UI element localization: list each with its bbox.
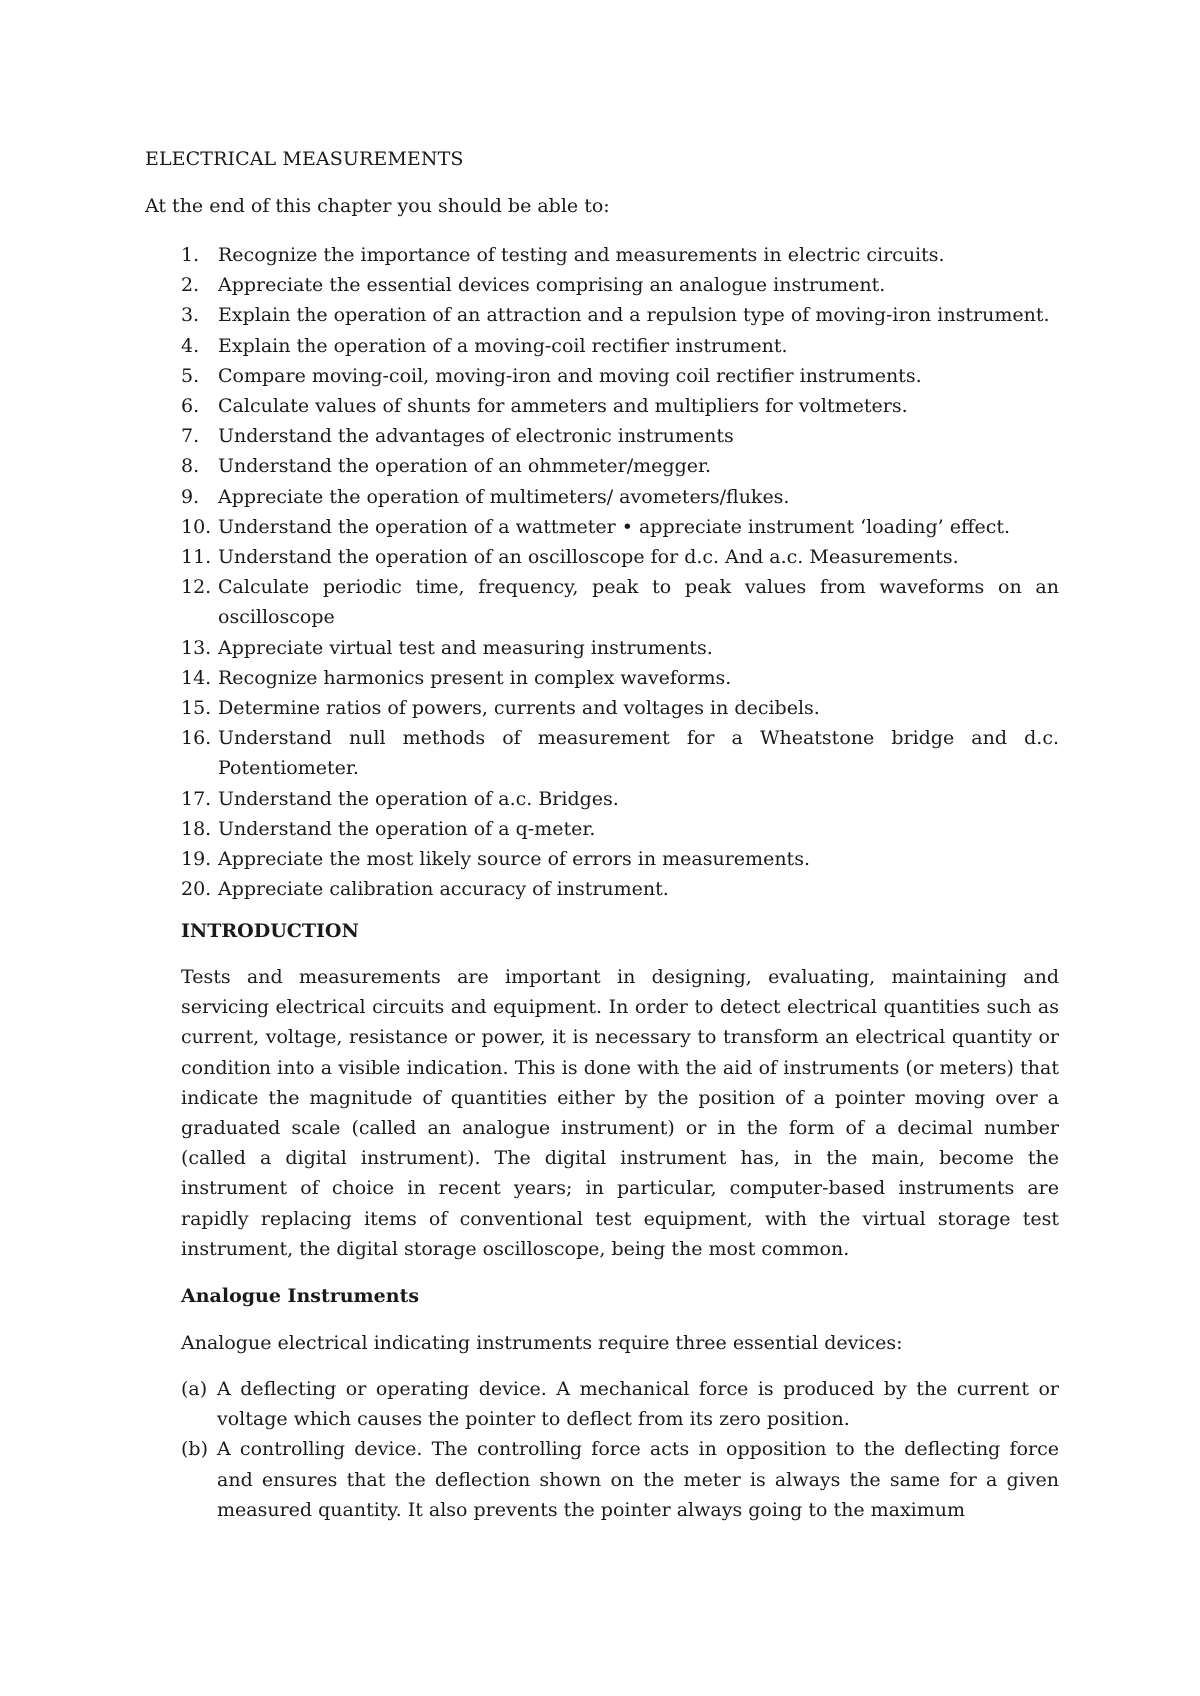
- list-item-number: 10.: [181, 515, 212, 538]
- list-item: [181, 693, 1059, 723]
- list-item: [181, 874, 1059, 904]
- list-item-number: 16.: [181, 727, 212, 750]
- list-item-text: Determine ratios of powers, currents and voltages in decibels.: [218, 697, 820, 720]
- list-item-text: Understand the operation of an oscilloscope for d.c. And a.c. Measurements.: [218, 546, 959, 569]
- list-item-text: Appreciate the operation of multimeters/ avometers/flukes.: [218, 485, 790, 508]
- introduction-heading: INTRODUCTION: [181, 920, 359, 942]
- list-item-text: Understand the operation of an ohmmeter/megger.: [218, 455, 712, 478]
- list-item-text: Understand the operation of a wattmeter • appreciate instrument ‘loading’ effect.: [218, 515, 1011, 538]
- list-item-text: Appreciate the essential devices comprising an analogue instrument.: [218, 274, 886, 297]
- list-item-number: 4.: [181, 334, 200, 357]
- analogue-intro-text: Analogue electrical indicating instruments require three essential devices:: [181, 1332, 903, 1354]
- list-item: [181, 300, 1059, 330]
- list-item: [181, 814, 1059, 844]
- list-item-number: 12.: [181, 576, 212, 599]
- list-item: [181, 361, 1059, 391]
- list-item: [181, 723, 1059, 783]
- list-item-number: 3.: [181, 304, 200, 327]
- list-item: [181, 331, 1059, 361]
- list-item-number: 7.: [181, 425, 200, 448]
- list-item-number: 2.: [181, 274, 200, 297]
- list-item-marker: (a): [181, 1378, 208, 1400]
- list-item-number: 9.: [181, 485, 200, 508]
- objectives-intro: At the end of this chapter you should be able to:: [145, 195, 610, 217]
- list-item-text: Understand the operation of a.c. Bridges.: [218, 787, 619, 810]
- list-item: [181, 451, 1059, 481]
- list-item-number: 17.: [181, 787, 212, 810]
- list-item-text: Understand null methods of measurement for a Wheatstone bridge and d.c. Potentiometer.: [218, 727, 1059, 780]
- list-item: [181, 1434, 1059, 1525]
- list-item: [181, 663, 1059, 693]
- list-item-text: Calculate values of shunts for ammeters and multipliers for voltmeters.: [218, 395, 908, 418]
- list-item-number: 11.: [181, 546, 212, 569]
- list-item-number: 15.: [181, 697, 212, 720]
- devices-list: [181, 1374, 1059, 1525]
- list-item: [181, 542, 1059, 572]
- list-item-text: Appreciate calibration accuracy of instrument.: [218, 878, 669, 901]
- list-item-number: 19.: [181, 848, 212, 871]
- list-item-number: 18.: [181, 817, 212, 840]
- list-item-number: 6.: [181, 395, 200, 418]
- list-item: [181, 421, 1059, 451]
- list-item-number: 1.: [181, 244, 200, 266]
- list-item-number: 13.: [181, 636, 212, 659]
- list-item: [181, 1374, 1059, 1434]
- introduction-paragraph: Tests and measurements are important in designing, evaluating, maintaining and servicing electrical circuits and equipment. In order to detect electrical quantities such as current, voltage, resistance or power, it is necessary to transform an electrical quantity or condition into a visible indication. This is done with the aid of instruments (or meters) that indicate the magnitude of quantities either by the position of a pointer moving over a graduated scale (called an analogue instrument) or in the form of a decimal number (called a digital instrument). The digital instrument has, in the main, become the instrument of choice in recent years; in particular, computer-based instruments are rapidly replacing items of conventional test equipment, with the virtual storage test instrument, the digital storage oscilloscope, being the most common.: [181, 966, 1059, 1260]
- list-item-text: Appreciate the most likely source of errors in measurements.: [218, 848, 810, 871]
- list-item-text: Compare moving-coil, moving-iron and moving coil rectifier instruments.: [218, 364, 922, 387]
- list-item-number: 14.: [181, 666, 212, 689]
- list-item: [181, 784, 1059, 814]
- list-item: [181, 572, 1059, 632]
- objectives-list: [181, 240, 1059, 904]
- list-item: [181, 633, 1059, 663]
- list-item: [181, 482, 1059, 512]
- list-item-text: Understand the operation of a q-meter.: [218, 817, 596, 840]
- list-item-text: Appreciate virtual test and measuring instruments.: [218, 636, 713, 659]
- list-item-number: 5.: [181, 364, 200, 387]
- list-item: [181, 270, 1059, 300]
- list-item-text: Recognize harmonics present in complex waveforms.: [218, 666, 732, 689]
- list-item-marker: (b): [181, 1438, 208, 1461]
- list-item: [181, 844, 1059, 874]
- list-item: [181, 512, 1059, 542]
- document-title: ELECTRICAL MEASUREMENTS: [145, 148, 464, 170]
- analogue-instruments-heading: Analogue Instruments: [181, 1285, 420, 1307]
- list-item-text: Explain the operation of an attraction and a repulsion type of moving-iron instrument.: [218, 304, 1050, 327]
- list-item-text: Explain the operation of a moving-coil rectifier instrument.: [218, 334, 788, 357]
- list-item-number: 8.: [181, 455, 200, 478]
- list-item: [181, 391, 1059, 421]
- list-item-text: Understand the advantages of electronic instruments: [218, 425, 734, 448]
- list-item-text: Calculate periodic time, frequency, peak to peak values from waveforms on an oscilloscope: [218, 576, 1059, 629]
- list-item-text: A controlling device. The controlling force acts in opposition to the deflecting force and ensures that the deflection shown on the meter is always the same for a given measured quantity. It also prevents the pointer always going to the maximum: [217, 1438, 1059, 1521]
- list-item-text: Recognize the importance of testing and measurements in electric circuits.: [218, 244, 945, 266]
- list-item: [181, 240, 1059, 270]
- list-item-text: A deflecting or operating device. A mechanical force is produced by the current or voltage which causes the pointer to deflect from its zero position.: [217, 1378, 1059, 1431]
- list-item-number: 20.: [181, 878, 212, 901]
